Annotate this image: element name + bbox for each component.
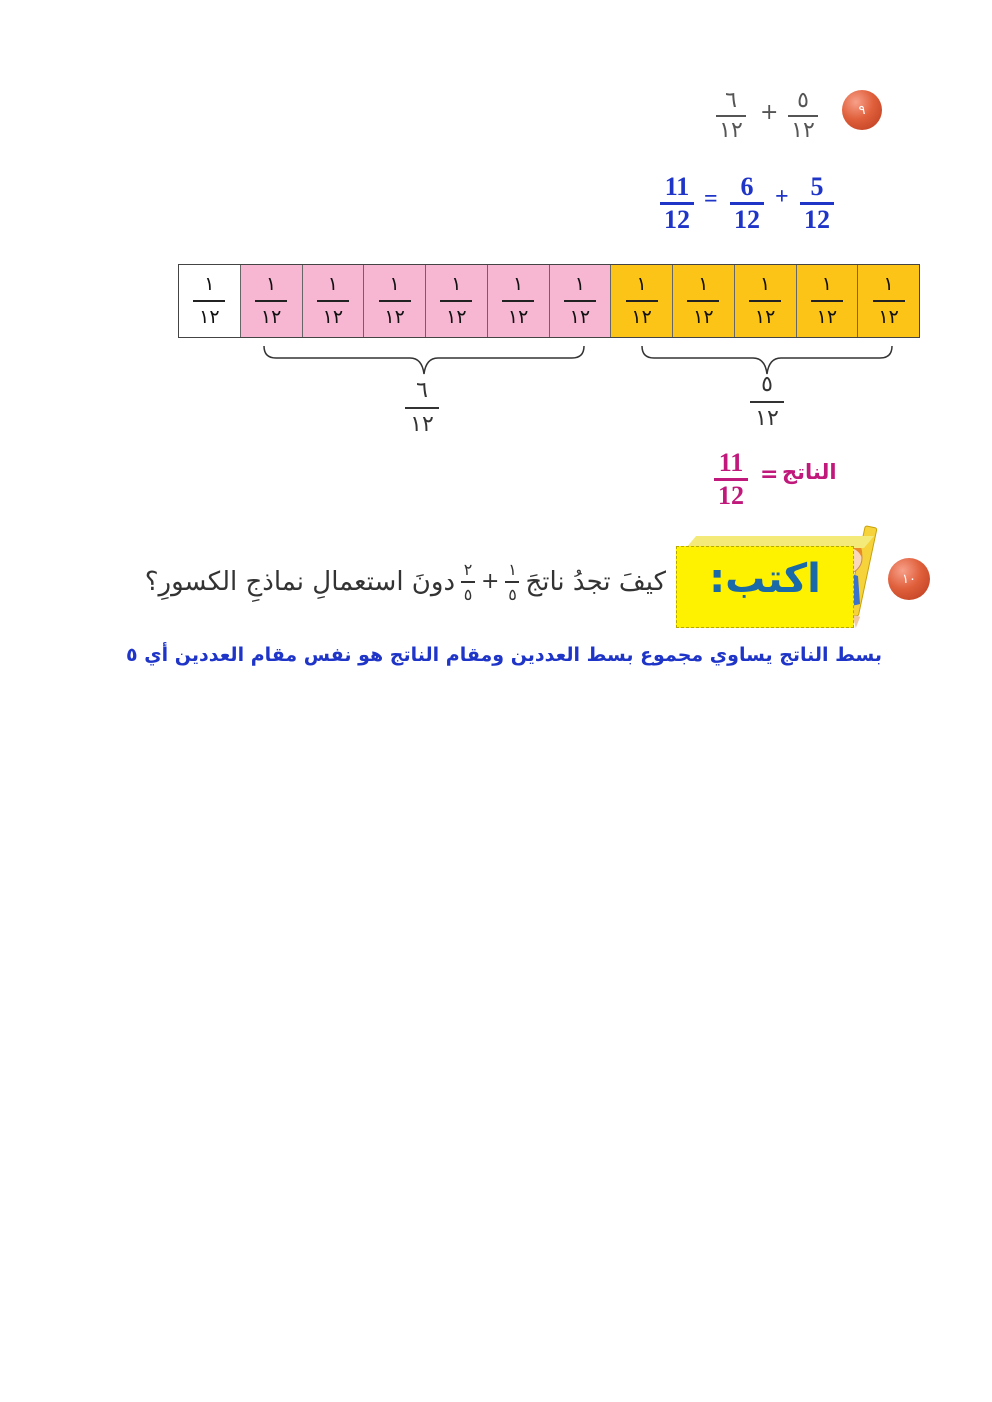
strip-cell bbox=[672, 265, 734, 337]
brace-right-label bbox=[750, 374, 784, 430]
numerator: ١ bbox=[327, 273, 338, 296]
problem-9-badge bbox=[842, 90, 882, 130]
denominator: ١٢ bbox=[719, 117, 743, 143]
fraction-bar bbox=[716, 115, 746, 117]
numerator: ١ bbox=[513, 273, 524, 296]
denominator: ١٢ bbox=[791, 117, 815, 143]
strip-cell bbox=[734, 265, 796, 337]
denominator: ١٢ bbox=[755, 405, 779, 431]
fraction-bar bbox=[687, 300, 719, 302]
denominator: ١٢ bbox=[199, 305, 220, 328]
strip-cell bbox=[549, 265, 611, 337]
numerator: ١ bbox=[760, 273, 771, 296]
denominator: 12 bbox=[718, 480, 744, 510]
question-part-2: دونَ استعمالِ نماذجِ الكسورِ؟ bbox=[144, 566, 456, 597]
expression-fraction-right bbox=[788, 90, 818, 142]
result-fraction bbox=[714, 450, 748, 509]
problem-number: ١٠ bbox=[902, 571, 916, 587]
problem-number: ٩ bbox=[858, 102, 866, 118]
strip-cell bbox=[796, 265, 858, 337]
denominator: ١٢ bbox=[631, 305, 652, 328]
fraction-bar bbox=[505, 581, 519, 583]
fraction-bar bbox=[317, 300, 349, 302]
question bbox=[84, 560, 666, 604]
strip-cell bbox=[240, 265, 302, 337]
question-fraction-1 bbox=[505, 560, 519, 604]
equation-result-fraction bbox=[660, 174, 694, 233]
strip-cell bbox=[425, 265, 487, 337]
strip-cell bbox=[610, 265, 672, 337]
denominator: ١٢ bbox=[693, 305, 714, 328]
brace-left-label bbox=[405, 380, 439, 436]
numerator: ٢ bbox=[463, 560, 473, 579]
numerator: ١ bbox=[883, 273, 894, 296]
numerator: ١ bbox=[574, 273, 585, 296]
denominator: ٥ bbox=[508, 584, 517, 604]
fraction-bar bbox=[750, 401, 784, 403]
fraction-bar bbox=[788, 115, 818, 117]
result-equals: = bbox=[760, 462, 779, 487]
numerator: ١ bbox=[389, 273, 400, 296]
question-plus: + bbox=[481, 569, 500, 595]
equation-fraction-b bbox=[800, 174, 834, 233]
equation-plus: + bbox=[775, 184, 789, 210]
denominator: 12 bbox=[734, 204, 760, 234]
numerator: 11 bbox=[718, 448, 744, 477]
numerator: ١ bbox=[204, 273, 215, 296]
denominator: 12 bbox=[664, 204, 690, 234]
expression-fraction-left bbox=[716, 90, 746, 142]
numerator: 5 bbox=[810, 172, 824, 201]
strip-cell bbox=[857, 265, 919, 337]
fraction-strip bbox=[178, 264, 920, 338]
problem-10-badge bbox=[888, 558, 930, 600]
expression-plus: + bbox=[760, 100, 779, 125]
strip-cell bbox=[179, 265, 240, 337]
denominator: ١٢ bbox=[322, 305, 344, 328]
numerator: ٦ bbox=[416, 378, 428, 403]
equation-equals: = bbox=[704, 186, 718, 212]
fraction-bar bbox=[811, 300, 843, 302]
denominator: ١٢ bbox=[410, 411, 434, 437]
result-label: الناتج bbox=[782, 460, 837, 484]
denominator: ١٢ bbox=[384, 305, 405, 328]
fraction-bar bbox=[502, 300, 534, 302]
numerator: ١ bbox=[821, 273, 832, 296]
fraction-bar bbox=[255, 300, 287, 302]
strip-cell bbox=[302, 265, 364, 337]
numerator: ١ bbox=[636, 273, 647, 296]
denominator: ١٢ bbox=[260, 305, 282, 328]
denominator: ٥ bbox=[463, 584, 473, 604]
denominator: ١٢ bbox=[507, 305, 529, 328]
fraction-bar bbox=[193, 300, 225, 302]
equation-fraction-a bbox=[730, 174, 764, 233]
denominator: ١٢ bbox=[446, 305, 467, 328]
fraction-bar bbox=[461, 581, 475, 583]
strip-cell bbox=[363, 265, 425, 337]
fraction-bar bbox=[405, 407, 439, 409]
write-label: اكتب: bbox=[709, 556, 821, 602]
numerator: ٥ bbox=[797, 88, 809, 113]
fraction-bar bbox=[564, 300, 596, 302]
denominator: ١٢ bbox=[569, 305, 591, 328]
numerator: ١ bbox=[451, 273, 462, 296]
fraction-bar bbox=[440, 300, 472, 302]
numerator: ١ bbox=[508, 560, 517, 579]
denominator: 12 bbox=[804, 204, 830, 234]
denominator: ١٢ bbox=[816, 305, 838, 328]
numerator: ١ bbox=[266, 273, 277, 296]
fraction-bar bbox=[626, 300, 658, 302]
numerator: 6 bbox=[740, 172, 754, 201]
question-fraction-2 bbox=[461, 560, 475, 604]
numerator: ٦ bbox=[725, 88, 737, 113]
strip-cell bbox=[487, 265, 549, 337]
question-part-1: كيفَ تجدُ ناتجَ bbox=[525, 566, 666, 597]
answer-text: بسط الناتج يساوي مجموع بسط العددين ومقام الناتج هو نفس مقام العددين أي ٥ bbox=[125, 644, 882, 666]
numerator: 11 bbox=[664, 172, 690, 201]
denominator: ١٢ bbox=[754, 305, 776, 328]
fraction-bar bbox=[749, 300, 781, 302]
numerator: ٥ bbox=[761, 372, 773, 397]
numerator: ١ bbox=[698, 273, 709, 296]
fraction-bar bbox=[379, 300, 411, 302]
denominator: ١٢ bbox=[878, 305, 899, 328]
fraction-bar bbox=[873, 300, 905, 302]
